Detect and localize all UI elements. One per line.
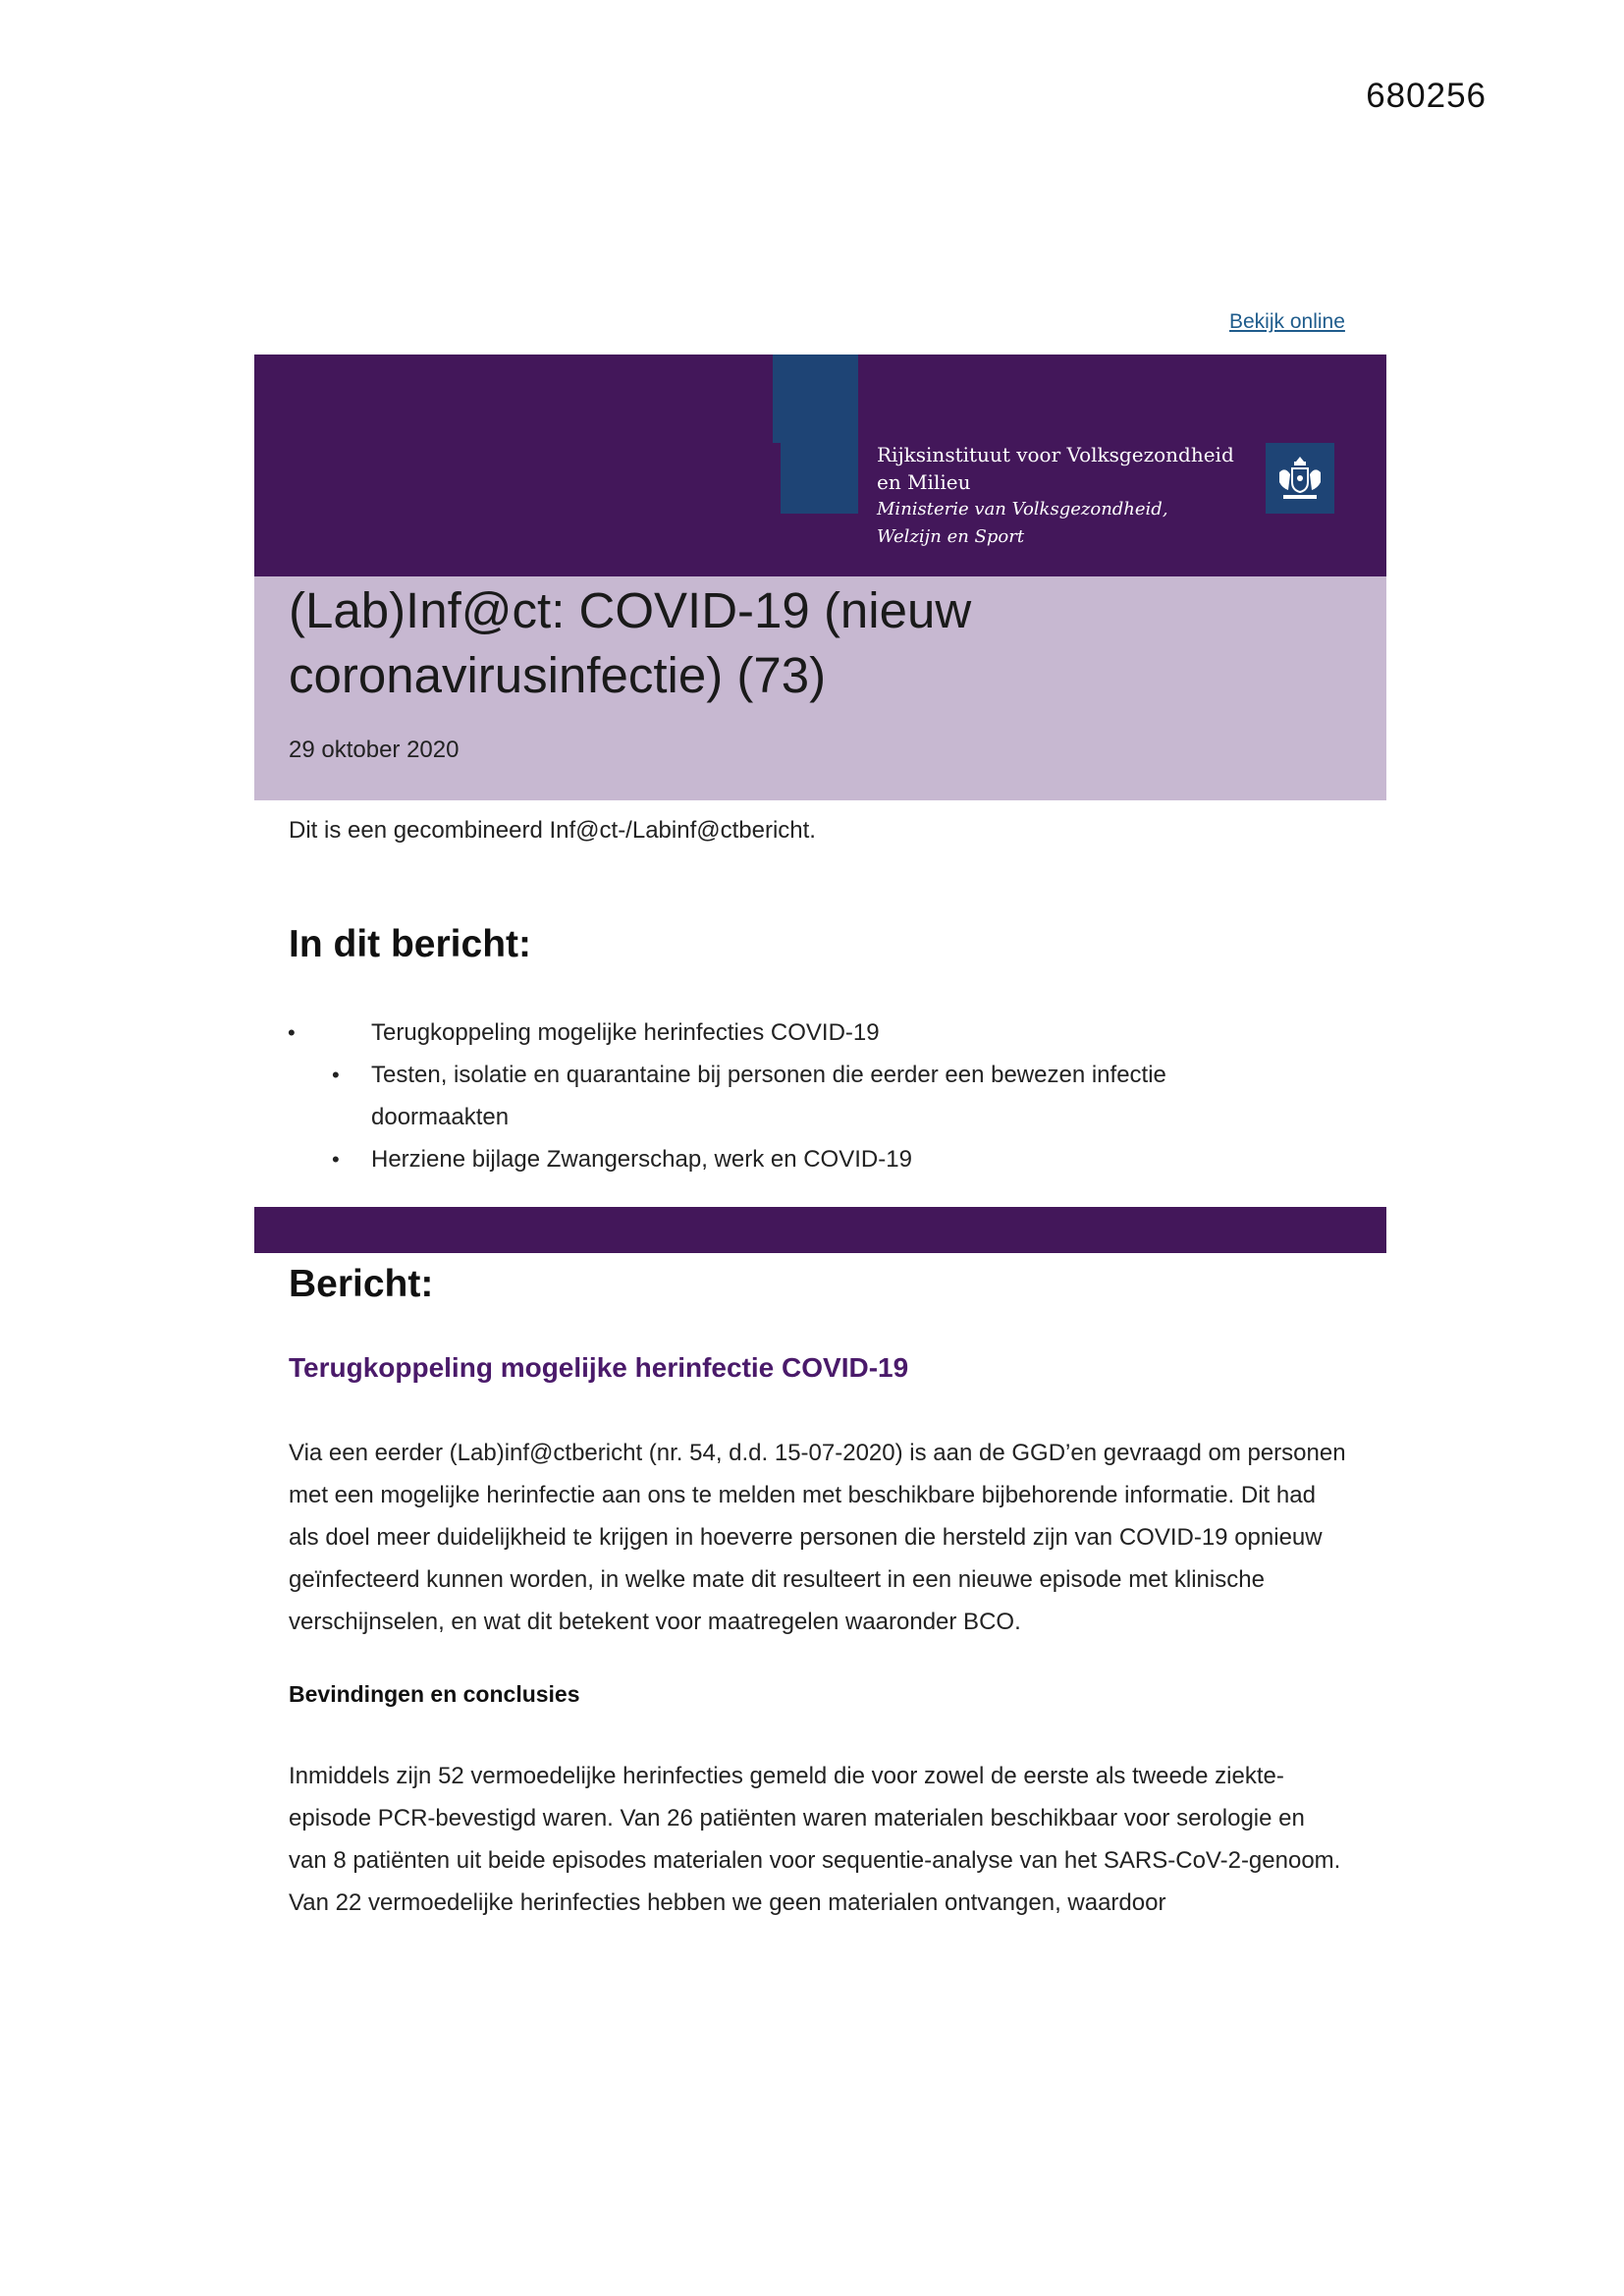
view-online-link[interactable]: Bekijk online (1229, 310, 1345, 333)
subsection-heading: Bevindingen en conclusies (289, 1681, 580, 1707)
royal-crest-icon (1266, 443, 1334, 514)
title-banner (254, 576, 1386, 800)
toc-item-continuation (371, 1096, 509, 1138)
section-divider (254, 1207, 1386, 1253)
toc-item-label: Herziene bijlage Zwangerschap, werk en COVID-19 (371, 1146, 912, 1173)
logo-line: en Milieu (877, 470, 971, 494)
bullet-icon: • (332, 1063, 340, 1087)
body-paragraph: Inmiddels zijn 52 vermoedelijke herinfecties gemeld die voor zowel de eerste als tweede ziekte-episode PCR-bevestigd waren. Van 26 patiënten waren materialen beschikbaar voor serologie en van 8 patiënten uit beide episodes materialen voor sequentie-analyse van het SARS-CoV-2-genoom. Van 22 vermoedelijke herinfecties hebben we geen materialen ontvangen, waardoor (289, 1763, 1341, 1916)
logo-line: Welzijn en Sport (877, 526, 1025, 547)
intro-text: Dit is een gecombineerd Inf@ct-/Labinf@ctbericht. (289, 817, 816, 844)
page-number: 680256 (1366, 77, 1487, 115)
toc-item[interactable] (332, 1138, 912, 1180)
logo-line: Ministerie van Volksgezondheid, (877, 499, 1168, 519)
logo-ribbon (781, 443, 858, 514)
section-title: Terugkoppeling mogelijke herinfectie COVID-19 (289, 1352, 909, 1383)
header-banner (254, 355, 1386, 576)
body-paragraph: Via een eerder (Lab)inf@ctbericht (nr. 54, d.d. 15-07-2020) is aan de GGD’en gevraagd om personen met een mogelijke herinfectie aan ons te melden met beschikbare bijbehorende informatie. Dit had als doel meer duidelijkheid te krijgen in hoeverre personen die hersteld zijn van COVID-19 opnieuw geïnfecteerd kunnen worden, in welke mate dit resulteert in een nieuwe episode met klinische verschijnselen, en wat dit betekent voor maatregelen waaronder BCO. (289, 1440, 1346, 1635)
toc-item[interactable] (332, 1054, 1166, 1096)
bullet-icon: • (288, 1020, 296, 1045)
bericht-heading: Bericht: (289, 1263, 434, 1305)
logo-line: Rijksinstituut voor Volksgezondheid (877, 443, 1234, 466)
toc-item[interactable] (288, 1011, 880, 1054)
logo-ribbon (773, 355, 818, 443)
rivm-logo-text (877, 441, 1234, 551)
toc-heading: In dit bericht: (289, 923, 531, 965)
toc-item-label: Testen, isolatie en quarantaine bij personen die eerder een bewezen infectie (371, 1062, 1166, 1088)
bullet-icon: • (332, 1147, 340, 1172)
toc-item-label: doormaakten (371, 1104, 510, 1130)
page-title: (Lab)Inf@ct: COVID-19 (nieuw coronavirusinfectie) (73) (289, 582, 972, 703)
publication-date: 29 oktober 2020 (289, 737, 460, 763)
toc-item-label: Terugkoppeling mogelijke herinfecties COVID-19 (371, 1019, 880, 1046)
